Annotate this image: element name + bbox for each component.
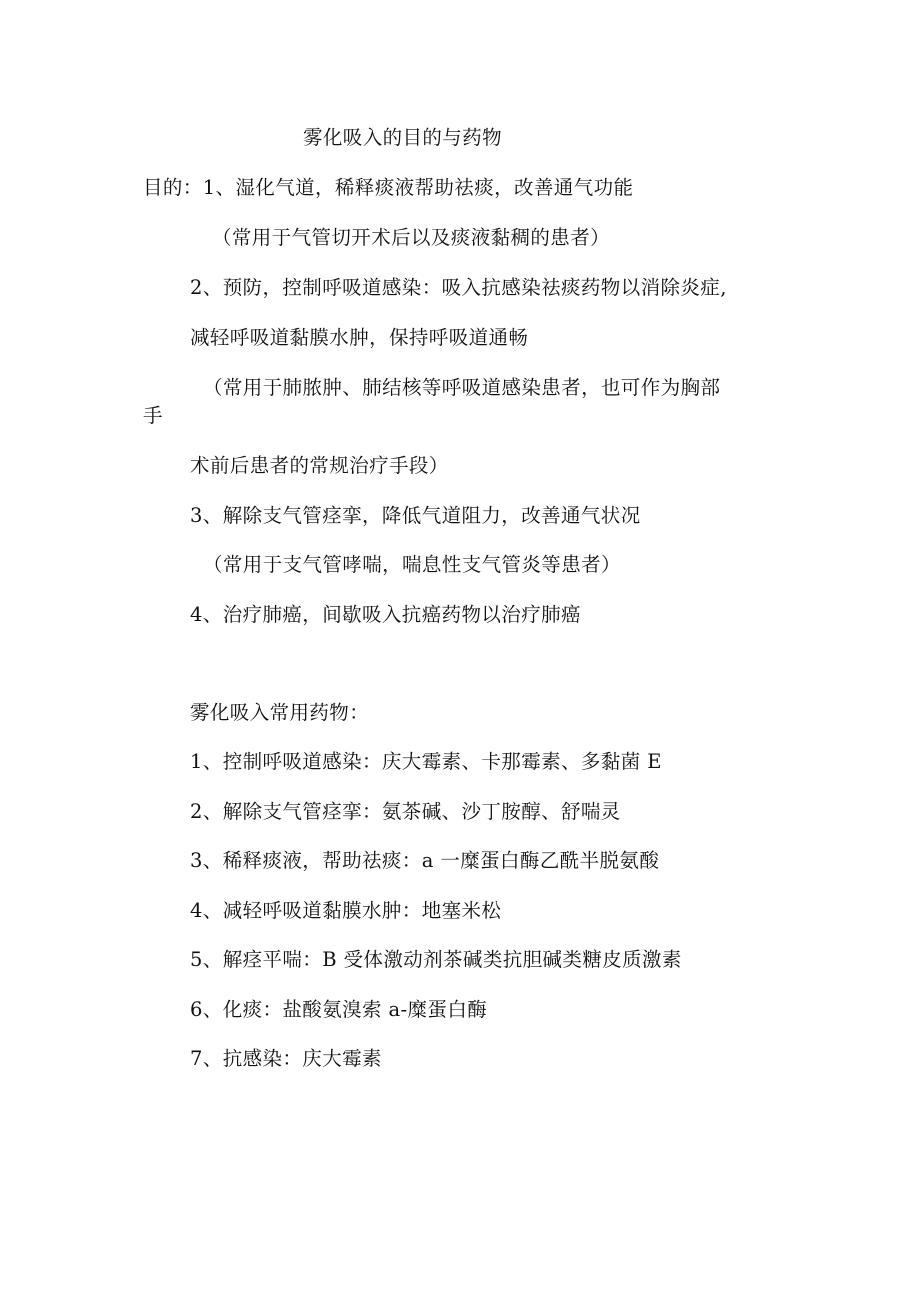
drugs-heading: 雾化吸入常用药物： bbox=[190, 701, 370, 724]
purpose-line-10: 4、治疗肺癌，间歇吸入抗癌药物以治疗肺癌 bbox=[190, 603, 581, 626]
drug-line-1: 1、控制呼吸道感染：庆大霉素、卡那霉素、多黏菌 E bbox=[190, 750, 662, 773]
purpose-line-3: 2、预防，控制呼吸道感染：吸入抗感染祛痰药物以消除炎症, bbox=[190, 276, 727, 299]
drug-line-2: 2、解除支气管痉挛：氨茶碱、沙丁胺醇、舒喘灵 bbox=[190, 800, 621, 823]
drug-line-4: 4、减轻呼吸道黏膜水肿：地塞米松 bbox=[190, 899, 502, 922]
drug-line-3: 3、稀释痰液，帮助祛痰：a 一糜蛋白酶乙酰半脱氨酸 bbox=[190, 849, 660, 872]
purpose-line-5: （常用于肺脓肿、肺结核等呼吸道感染患者，也可作为胸部 bbox=[203, 376, 721, 399]
drug-line-7: 7、抗感染：庆大霉素 bbox=[190, 1047, 382, 1070]
drug-line-5: 5、解痉平喘：B 受体激动剂茶碱类抗胆碱类糖皮质激素 bbox=[190, 948, 682, 971]
purpose-line-1: 目的：1、湿化气道，稀释痰液帮助祛痰，改善通气功能 bbox=[143, 176, 634, 199]
purpose-line-2: （常用于气管切开术后以及痰液黏稠的患者） bbox=[212, 226, 611, 249]
purpose-line-9: （常用于支气管哮喘，喘息性支气管炎等患者） bbox=[203, 553, 621, 576]
purpose-line-6: 手 bbox=[143, 404, 163, 427]
drug-line-6: 6、化痰：盐酸氨溴索 a-糜蛋白酶 bbox=[190, 998, 488, 1021]
document-title: 雾化吸入的目的与药物 bbox=[303, 126, 503, 149]
purpose-line-7: 术前后患者的常规治疗手段） bbox=[190, 454, 449, 477]
purpose-line-8: 3、解除支气管痉挛，降低气道阻力，改善通气状况 bbox=[190, 504, 641, 527]
purpose-line-4: 减轻呼吸道黏膜水肿，保持呼吸道通畅 bbox=[190, 326, 529, 349]
